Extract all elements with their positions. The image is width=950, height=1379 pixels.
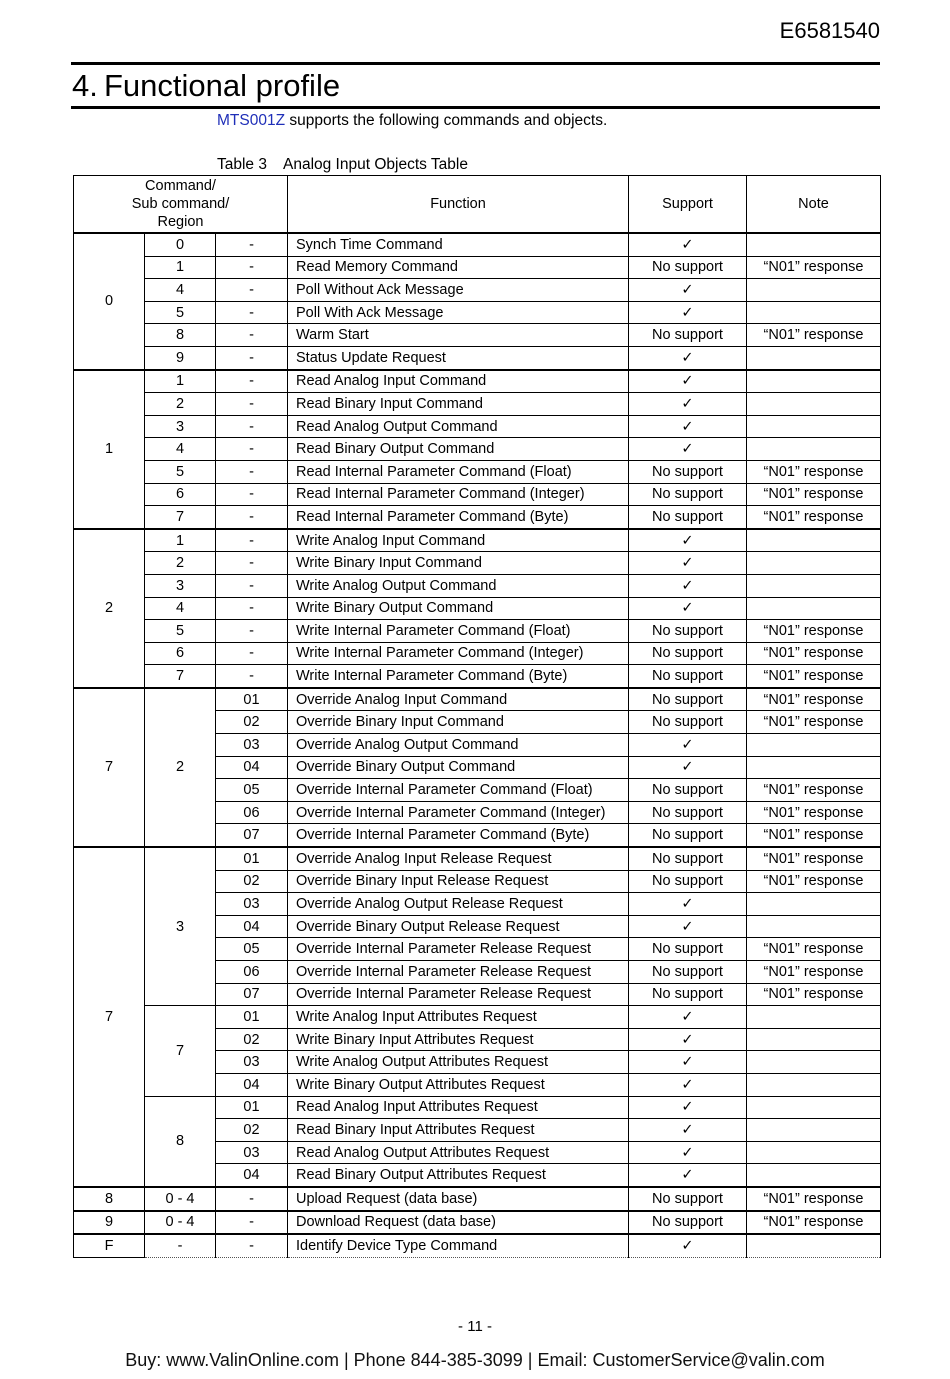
cell-function: Read Binary Output Attributes Request (288, 1164, 629, 1187)
table-row (74, 256, 881, 279)
cell-function: Identify Device Type Command (288, 1234, 629, 1257)
table-row (74, 393, 881, 416)
cell-function: Write Analog Input Command (288, 529, 629, 552)
cell-support: No support (629, 620, 747, 643)
cell-region: 04 (216, 1073, 288, 1096)
table-row (74, 1096, 881, 1119)
cell-subcommand: 5 (145, 620, 216, 643)
cell-region: 06 (216, 801, 288, 824)
top-rule (71, 62, 880, 65)
cell-support: No support (629, 324, 747, 347)
cell-function: Read Analog Input Command (288, 370, 629, 393)
model-name: MTS001Z (217, 112, 286, 129)
cell-note: “N01” response (747, 801, 881, 824)
header-function: Function (288, 176, 629, 234)
table-row (74, 1234, 881, 1257)
cell-region: - (216, 1234, 288, 1257)
cell-note (747, 233, 881, 256)
cell-note (747, 915, 881, 938)
cell-support: ✓ (629, 915, 747, 938)
cell-support: ✓ (629, 346, 747, 369)
table-row (74, 415, 881, 438)
cell-support: ✓ (629, 574, 747, 597)
cell-support: ✓ (629, 1073, 747, 1096)
cell-support: No support (629, 711, 747, 734)
cell-function: Write Internal Parameter Command (Float) (288, 620, 629, 643)
cell-subcommand: 5 (145, 301, 216, 324)
cell-region: 06 (216, 961, 288, 984)
cell-function: Read Binary Input Attributes Request (288, 1119, 629, 1142)
cell-support: No support (629, 983, 747, 1006)
cell-function: Write Internal Parameter Command (Byte) (288, 665, 629, 688)
cell-command: 2 (74, 529, 145, 688)
cell-support: No support (629, 256, 747, 279)
cell-subcommand: 4 (145, 438, 216, 461)
cell-region: - (216, 370, 288, 393)
header-command: Command/ Sub command/ Region (74, 176, 288, 234)
cell-region: 02 (216, 1119, 288, 1142)
cell-function: Override Internal Parameter Release Request (288, 961, 629, 984)
cell-function: Override Binary Output Release Request (288, 915, 629, 938)
cell-note (747, 415, 881, 438)
footer-contact: Buy: www.ValinOnline.com | Phone 844-385-3099 | Email: CustomerService@valin.com (125, 1350, 825, 1370)
cell-subcommand: 1 (145, 529, 216, 552)
table-row (74, 324, 881, 347)
cell-subcommand: 2 (145, 688, 216, 847)
cell-subcommand: 0 - 4 (145, 1211, 216, 1235)
cell-region: - (216, 301, 288, 324)
cell-support: No support (629, 961, 747, 984)
cell-support: ✓ (629, 552, 747, 575)
cell-note: “N01” response (747, 961, 881, 984)
cell-note: “N01” response (747, 1211, 881, 1235)
cell-note (747, 1164, 881, 1187)
cell-support: ✓ (629, 370, 747, 393)
table-row (74, 460, 881, 483)
cell-region: 02 (216, 1028, 288, 1051)
cell-support: No support (629, 847, 747, 870)
cell-subcommand: 4 (145, 597, 216, 620)
cell-function: Write Analog Output Command (288, 574, 629, 597)
cell-subcommand: 9 (145, 346, 216, 369)
table-row (74, 483, 881, 506)
table-row (74, 506, 881, 529)
cell-function: Override Analog Output Command (288, 734, 629, 757)
cell-note: “N01” response (747, 711, 881, 734)
cell-note: “N01” response (747, 824, 881, 847)
table-row (74, 438, 881, 461)
cell-function: Override Internal Parameter Release Request (288, 983, 629, 1006)
cell-region: - (216, 324, 288, 347)
cell-note: “N01” response (747, 460, 881, 483)
table-header-row (74, 176, 881, 234)
cell-note (747, 438, 881, 461)
cell-note: “N01” response (747, 324, 881, 347)
cell-command: 0 (74, 233, 145, 370)
cell-region: - (216, 620, 288, 643)
cell-support: ✓ (629, 734, 747, 757)
cell-note: “N01” response (747, 256, 881, 279)
cell-support: ✓ (629, 233, 747, 256)
cell-support: ✓ (629, 415, 747, 438)
cell-note (747, 1073, 881, 1096)
table-row (74, 574, 881, 597)
cell-note (747, 370, 881, 393)
cell-support: No support (629, 483, 747, 506)
cell-note (747, 279, 881, 302)
cell-function: Write Analog Output Attributes Request (288, 1051, 629, 1074)
cell-region: - (216, 233, 288, 256)
cell-function: Write Binary Input Command (288, 552, 629, 575)
cell-support: ✓ (629, 301, 747, 324)
table-body (74, 233, 881, 1257)
cell-function: Override Analog Input Release Request (288, 847, 629, 870)
cell-subcommand: - (145, 1234, 216, 1257)
cell-region: 02 (216, 711, 288, 734)
section-heading (72, 68, 340, 104)
cell-function: Write Binary Output Attributes Request (288, 1073, 629, 1096)
cell-note: “N01” response (747, 938, 881, 961)
cell-note (747, 346, 881, 369)
cell-function: Write Binary Input Attributes Request (288, 1028, 629, 1051)
cell-support: ✓ (629, 279, 747, 302)
cell-region: - (216, 1187, 288, 1211)
cell-subcommand: 6 (145, 483, 216, 506)
table-row (74, 847, 881, 870)
cell-support: ✓ (629, 597, 747, 620)
cell-subcommand: 3 (145, 574, 216, 597)
cell-support: No support (629, 665, 747, 688)
cell-note (747, 1028, 881, 1051)
header-note: Note (747, 176, 881, 234)
cell-region: - (216, 393, 288, 416)
cell-support: No support (629, 824, 747, 847)
cell-region: 01 (216, 1096, 288, 1119)
cell-function: Download Request (data base) (288, 1211, 629, 1235)
cell-note (747, 393, 881, 416)
cell-support: No support (629, 870, 747, 893)
intro-sentence: supports the following commands and objects. (285, 112, 608, 129)
cell-support: ✓ (629, 1051, 747, 1074)
cell-subcommand: 7 (145, 665, 216, 688)
cell-command: 7 (74, 688, 145, 847)
cell-subcommand: 0 (145, 233, 216, 256)
cell-subcommand: 1 (145, 256, 216, 279)
cell-region: 01 (216, 847, 288, 870)
cell-support: No support (629, 779, 747, 802)
cell-note: “N01” response (747, 779, 881, 802)
cell-note: “N01” response (747, 642, 881, 665)
table-row (74, 552, 881, 575)
cell-function: Warm Start (288, 324, 629, 347)
heading-rule (71, 106, 880, 109)
cell-note (747, 597, 881, 620)
cell-command: F (74, 1234, 145, 1257)
cell-region: 04 (216, 915, 288, 938)
table-row (74, 370, 881, 393)
cell-function: Override Binary Output Command (288, 756, 629, 779)
cell-note: “N01” response (747, 1187, 881, 1211)
cell-note (747, 552, 881, 575)
cell-function: Read Binary Output Command (288, 438, 629, 461)
cell-function: Override Analog Output Release Request (288, 893, 629, 916)
cell-function: Override Binary Input Command (288, 711, 629, 734)
cell-subcommand: 8 (145, 1096, 216, 1187)
cell-function: Override Binary Input Release Request (288, 870, 629, 893)
cell-command: 1 (74, 370, 145, 529)
cell-region: 03 (216, 1051, 288, 1074)
cell-note (747, 893, 881, 916)
cell-function: Write Binary Output Command (288, 597, 629, 620)
cell-note (747, 1096, 881, 1119)
cell-function: Read Internal Parameter Command (Float) (288, 460, 629, 483)
section-title: Functional profile (104, 68, 341, 103)
cell-note: “N01” response (747, 847, 881, 870)
cell-subcommand: 6 (145, 642, 216, 665)
cell-region: 05 (216, 938, 288, 961)
cell-support: ✓ (629, 1141, 747, 1164)
cell-support: ✓ (629, 1096, 747, 1119)
cell-command: 7 (74, 847, 145, 1187)
cell-command: 8 (74, 1187, 145, 1211)
cell-support: No support (629, 506, 747, 529)
intro-text (217, 112, 607, 130)
cell-note (747, 529, 881, 552)
cell-region: 03 (216, 734, 288, 757)
table-row (74, 688, 881, 711)
cell-region: - (216, 438, 288, 461)
table-row (74, 279, 881, 302)
cell-note (747, 1234, 881, 1257)
cell-note (747, 1051, 881, 1074)
cell-note (747, 1141, 881, 1164)
cell-region: - (216, 346, 288, 369)
table-row (74, 597, 881, 620)
cell-support: ✓ (629, 1119, 747, 1142)
cell-region: - (216, 665, 288, 688)
cell-function: Override Internal Parameter Release Request (288, 938, 629, 961)
cell-function: Read Internal Parameter Command (Byte) (288, 506, 629, 529)
table-row (74, 1187, 881, 1211)
cell-note (747, 756, 881, 779)
cell-support: ✓ (629, 1028, 747, 1051)
cell-support: No support (629, 938, 747, 961)
cell-function: Upload Request (data base) (288, 1187, 629, 1211)
cell-support: ✓ (629, 529, 747, 552)
table-row (74, 642, 881, 665)
cell-region: 07 (216, 824, 288, 847)
table-caption-label: Table 3 (217, 156, 267, 173)
table-row (74, 529, 881, 552)
table-caption-title: Analog Input Objects Table (282, 156, 468, 173)
cell-support: ✓ (629, 893, 747, 916)
cell-support: ✓ (629, 438, 747, 461)
cell-function: Override Analog Input Command (288, 688, 629, 711)
table-row (74, 1006, 881, 1029)
table-row (74, 1211, 881, 1235)
cell-function: Read Analog Input Attributes Request (288, 1096, 629, 1119)
cell-region: - (216, 1211, 288, 1235)
cell-region: 01 (216, 688, 288, 711)
cell-function: Override Internal Parameter Command (Float) (288, 779, 629, 802)
cell-command: 9 (74, 1211, 145, 1235)
cell-support: ✓ (629, 756, 747, 779)
cell-subcommand: 7 (145, 1006, 216, 1096)
table-row (74, 301, 881, 324)
cell-region: - (216, 506, 288, 529)
cell-region: - (216, 642, 288, 665)
cell-subcommand: 3 (145, 415, 216, 438)
cell-note (747, 301, 881, 324)
cell-region: 04 (216, 756, 288, 779)
cell-note: “N01” response (747, 506, 881, 529)
cell-subcommand: 7 (145, 506, 216, 529)
cell-function: Read Memory Command (288, 256, 629, 279)
cell-function: Read Analog Output Command (288, 415, 629, 438)
cell-support: No support (629, 642, 747, 665)
cell-region: - (216, 529, 288, 552)
cell-region: 04 (216, 1164, 288, 1187)
cell-region: 05 (216, 779, 288, 802)
cell-function: Synch Time Command (288, 233, 629, 256)
page-number: - 11 - (458, 1318, 492, 1335)
section-number: 4. (72, 68, 98, 103)
cell-note (747, 574, 881, 597)
cell-region: - (216, 574, 288, 597)
cell-support: No support (629, 460, 747, 483)
cell-note (747, 734, 881, 757)
cell-subcommand: 5 (145, 460, 216, 483)
cell-note: “N01” response (747, 688, 881, 711)
cell-support: No support (629, 1187, 747, 1211)
cell-subcommand: 2 (145, 393, 216, 416)
cell-region: 03 (216, 1141, 288, 1164)
cell-function: Poll With Ack Message (288, 301, 629, 324)
cell-function: Status Update Request (288, 346, 629, 369)
cell-note: “N01” response (747, 483, 881, 506)
cell-function: Poll Without Ack Message (288, 279, 629, 302)
cell-region: - (216, 256, 288, 279)
document-number: E6581540 (779, 18, 880, 43)
cell-support: No support (629, 1211, 747, 1235)
cell-note: “N01” response (747, 870, 881, 893)
cell-note (747, 1006, 881, 1029)
cell-function: Write Analog Input Attributes Request (288, 1006, 629, 1029)
cell-function: Override Internal Parameter Command (Byte) (288, 824, 629, 847)
cell-region: 07 (216, 983, 288, 1006)
cell-note (747, 1119, 881, 1142)
table-row (74, 233, 881, 256)
cell-region: 01 (216, 1006, 288, 1029)
cell-subcommand: 2 (145, 552, 216, 575)
cell-subcommand: 0 - 4 (145, 1187, 216, 1211)
cell-support: No support (629, 801, 747, 824)
cell-function: Read Analog Output Attributes Request (288, 1141, 629, 1164)
cell-region: - (216, 279, 288, 302)
cell-note: “N01” response (747, 665, 881, 688)
cell-support: No support (629, 688, 747, 711)
cell-region: - (216, 483, 288, 506)
cell-subcommand: 3 (145, 847, 216, 1006)
cell-region: - (216, 597, 288, 620)
cell-region: - (216, 415, 288, 438)
cell-function: Read Internal Parameter Command (Integer) (288, 483, 629, 506)
cell-region: - (216, 552, 288, 575)
cell-support: ✓ (629, 1164, 747, 1187)
cell-support: ✓ (629, 1234, 747, 1257)
analog-input-objects-table (73, 175, 881, 1258)
header-support: Support (629, 176, 747, 234)
table-row (74, 346, 881, 369)
cell-function: Read Binary Input Command (288, 393, 629, 416)
cell-subcommand: 4 (145, 279, 216, 302)
cell-function: Override Internal Parameter Command (Integer) (288, 801, 629, 824)
cell-region: - (216, 460, 288, 483)
cell-subcommand: 8 (145, 324, 216, 347)
table-caption (217, 156, 468, 174)
cell-subcommand: 1 (145, 370, 216, 393)
table-row (74, 665, 881, 688)
cell-support: ✓ (629, 393, 747, 416)
cell-support: ✓ (629, 1006, 747, 1029)
cell-region: 02 (216, 870, 288, 893)
cell-note: “N01” response (747, 620, 881, 643)
cell-note: “N01” response (747, 983, 881, 1006)
cell-region: 03 (216, 893, 288, 916)
table-row (74, 620, 881, 643)
cell-function: Write Internal Parameter Command (Integer) (288, 642, 629, 665)
